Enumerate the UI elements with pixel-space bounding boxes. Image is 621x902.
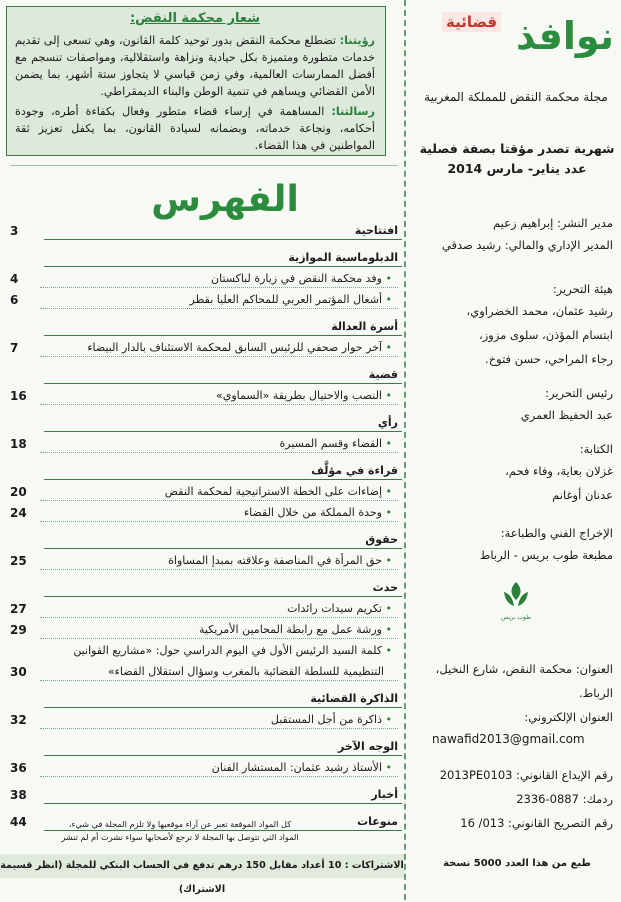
toc-item-title: • تكريم سيدات رائدات <box>287 600 392 618</box>
toc-item-row <box>10 435 398 453</box>
toc-page-number: 29 <box>10 623 27 637</box>
writing-line-2: عدنان أوغانم <box>552 488 613 502</box>
toc-item-row <box>10 711 398 729</box>
email-label: العنوان الإلكتروني: <box>524 710 613 724</box>
publisher-line <box>413 214 613 232</box>
toc-section-title: قضية <box>368 368 398 381</box>
toc-section-row <box>10 690 398 708</box>
toc-rule <box>40 776 398 777</box>
logo-main-text: نوافذ <box>516 14 614 58</box>
toc-item-row <box>10 663 398 681</box>
column-divider <box>404 0 406 900</box>
address-line-1 <box>413 660 613 678</box>
logo-sub-text: قضائية <box>442 12 501 32</box>
toc-page-number: 20 <box>10 485 27 499</box>
board-line-1: رشيد عثمان، محمد الخضراوي، <box>466 304 613 318</box>
address-line-2: الرباط. <box>578 686 613 700</box>
toc-rule <box>40 404 398 405</box>
motto-title: شعار محكمة النقض: <box>129 11 261 26</box>
vision-paragraph <box>15 32 375 100</box>
toc-item-row <box>10 759 398 777</box>
toc-page-number: 3 <box>10 224 19 238</box>
toc-rule <box>40 728 398 729</box>
toc-item-row <box>10 504 398 522</box>
toc-rule <box>40 452 398 453</box>
toc-item-title: • كلمة السيد الرئيس الأول في اليوم الدراسي حول: «مشاريع القوانين <box>73 642 392 660</box>
toc-item-title: • وفد محكمة النقض في زيارة لباكستان <box>211 270 392 288</box>
toc-page-number: 16 <box>10 389 27 403</box>
toc-section-title: رأي <box>377 416 398 429</box>
toc-rule <box>44 803 402 804</box>
toc-page-number: 27 <box>10 602 27 616</box>
publisher-logo <box>500 580 532 620</box>
toc-page-number: 25 <box>10 554 27 568</box>
toc-section-title: الوجه الآخر <box>338 740 398 753</box>
magazine-logo <box>418 10 614 66</box>
toc-section-title: أخبار <box>371 788 398 801</box>
toc-page-number: 38 <box>10 788 27 802</box>
editor-name: عبد الحفيظ العمري <box>520 408 613 422</box>
toc-page-number: 6 <box>10 293 19 307</box>
toc-rule <box>40 521 398 522</box>
issue-date: عدد يناير- مارس 2014 <box>447 161 587 176</box>
issn: ردمك: 0887-2336 <box>516 792 613 806</box>
toc-rule <box>44 548 402 549</box>
toc-item-row <box>10 291 398 309</box>
toc-item-title: • القضاء وقسم المسيرة <box>280 435 392 453</box>
motto-box <box>6 6 386 156</box>
mission-label: رسالتنا: <box>331 105 375 118</box>
publisher-logo-icon <box>500 580 532 610</box>
toc-item-title: • آخر حوار صحفي للرئيس السابق لمحكمة الاستئناف بالدار البيضاء <box>87 339 392 357</box>
toc-item-row <box>10 387 398 405</box>
toc-section-title: قراءة في مؤلَّف <box>311 464 398 477</box>
board-line-2: ابتسام المؤذن، سلوى مزوز، <box>479 328 613 342</box>
toc-rule <box>44 335 402 336</box>
admin-name: رشيد صدقي <box>441 238 502 252</box>
toc-section-row <box>10 786 398 804</box>
toc-section-title: الذاكرة القضائية <box>310 692 398 705</box>
mission-text: المساهمة في إرساء قضاء متطور وفعال بكفاءة أطره، وجودة أحكامه، ونجاعة خدماته، وبضمانه لسيادة القانون، بما يكفل تعزيز ثقة المواطنين في هذا القضاء. <box>15 105 375 152</box>
disclaimer-line-1: كل المواد الموقعة تعبر عن آراء موقعيها ولا تلزم المجلة في شيء، <box>68 819 292 829</box>
subscription-banner: الاشتراكات : 10 أعداد مقابل 150 درهم تدفع في الحساب البنكي للمجلة (انظر قسيمة الاشتراك) <box>0 854 404 878</box>
toc-item-row <box>10 270 398 288</box>
toc-section-row <box>10 579 398 597</box>
toc-rule <box>40 287 398 288</box>
toc-item-row <box>10 483 398 501</box>
toc-page-number: 4 <box>10 272 19 286</box>
toc-section-title: حقوق <box>365 533 398 546</box>
toc-rule <box>44 431 402 432</box>
email-address[interactable]: nawafid2013@gmail.com <box>432 732 585 746</box>
toc-item-row <box>10 642 398 660</box>
production-label: الإخراج الفني والطباعة: <box>500 526 613 540</box>
toc-rule <box>44 239 402 240</box>
address-text-1: محكمة النقض، شارع النخيل، <box>435 662 573 676</box>
toc-section-row <box>10 222 398 240</box>
admin-line <box>413 236 613 254</box>
writing-label: الكتابة: <box>579 442 613 456</box>
legal-declaration: رقم التصريح القانوني: 013/ 16 <box>460 816 613 830</box>
disclaimer-line-2: المواد التي تتوصل بها المجلة لا ترجع لأصحابها سواء نشرت أم لم تنشر <box>61 832 299 842</box>
toc-section-row <box>10 531 398 549</box>
writing-line-1: غزلان بعاية، وفاء فحم، <box>505 464 613 478</box>
toc-section-title: الدبلوماسية الموازية <box>288 251 398 264</box>
toc-section-title: حدث <box>372 581 398 594</box>
toc-rule <box>44 383 402 384</box>
vision-text: تضطلع محكمة النقض بدور توحيد كلمة القانون، وهي تسعى إلى تقديم خدمات متطورة ومتميزة بكل حيادية ونزاهة واستقلالية، ومواصفات تنسجم مع أفضل الممارسات العالمية، وفي زمن قياسي لا يتجاوز ستة أشهر، بما يضمن الأمن القضائي ويساهم في تنمية الوطن والبناء الديمقراطي. <box>15 34 375 98</box>
toc-page-number: 18 <box>10 437 27 451</box>
toc-rule <box>40 500 398 501</box>
toc-item-title: • حق المرأة في المناصفة وعلاقته بمبدإ المساواة <box>168 552 392 570</box>
toc-item-row <box>10 339 398 357</box>
toc-page-number: 24 <box>10 506 27 520</box>
toc-section-row <box>10 366 398 384</box>
toc-rule <box>40 680 398 681</box>
toc-rule <box>44 266 402 267</box>
toc-item-title: التنظيمية للسلطة القضائية بالمغرب وسؤال استقلال القضاء» <box>107 665 384 678</box>
toc-rule <box>40 356 398 357</box>
publisher-label: مدير النشر: <box>556 216 613 230</box>
admin-label: المدير الإداري والمالي: <box>504 238 613 252</box>
toc-section-title: منوعات <box>357 815 398 828</box>
toc-rule <box>44 707 402 708</box>
toc-page-number: 36 <box>10 761 27 775</box>
toc-item-row <box>10 621 398 639</box>
magazine-subtitle: مجلة محكمة النقض للمملكة المغربية <box>424 90 608 104</box>
toc-item-title: • وحدة المملكة من خلال القضاء <box>244 504 392 522</box>
toc-section-title: أسرة العدالة <box>331 320 398 333</box>
toc-item-title: • الأستاذ رشيد عثمان: المستشار الفنان <box>212 759 392 777</box>
publisher-name: إبراهيم زعيم <box>492 216 554 230</box>
toc-item-title: • ورشة عمل مع رابطة المحامين الأمريكية <box>199 621 392 639</box>
board-label: هيئة التحرير: <box>552 282 613 296</box>
toc-rule <box>40 308 398 309</box>
toc-page-number: 32 <box>10 713 27 727</box>
disclaimer <box>24 818 336 844</box>
legal-deposit: رقم الإيداع القانوني: 2013PE0103 <box>439 768 613 782</box>
board-line-3: رجاء المراحي، حسن فتوخ. <box>485 352 613 366</box>
toc-section-row <box>10 462 398 480</box>
toc-rule <box>44 755 402 756</box>
frequency-note: شهرية تصدر مؤقتا بصفة فصلية <box>419 141 615 156</box>
address-label: العنوان: <box>575 662 613 676</box>
toc-page-number: 7 <box>10 341 19 355</box>
toc-page-number: 44 <box>10 815 27 829</box>
print-run: طبع من هذا العدد 5000 نسخة <box>443 858 591 869</box>
mission-paragraph <box>15 103 375 154</box>
toc-page-number: 30 <box>10 665 27 679</box>
toc-item-title: • إضاءات على الخطة الاستراتيجية لمحكمة النقض <box>165 483 392 501</box>
production-name: مطبعة طوب بريس - الرباط <box>479 548 613 562</box>
toc-section-title: افتتاحية <box>354 224 398 237</box>
vision-label: رؤيتنا: <box>339 34 375 47</box>
publisher-logo-text: طوب بريس <box>501 614 531 621</box>
toc-item-title: • النصب والاحتيال بطريقة «السماوي» <box>216 387 392 405</box>
toc-section-row <box>10 414 398 432</box>
toc-section-row <box>10 318 398 336</box>
toc-section-row <box>10 249 398 267</box>
toc-item-title: • أشغال المؤتمر العربي للمحاكم العليا بقطر <box>190 291 392 309</box>
toc-title: الفهرس <box>151 179 299 220</box>
toc-rule <box>44 479 402 480</box>
toc-item-title: • ذاكرة من أجل المستقبل <box>271 711 392 729</box>
toc-rule <box>40 569 398 570</box>
toc-item-row <box>10 600 398 618</box>
toc-rule <box>44 596 402 597</box>
editor-label: رئيس التحرير: <box>545 386 613 400</box>
toc-rule <box>40 638 398 639</box>
toc-rule <box>40 617 398 618</box>
toc-item-row <box>10 552 398 570</box>
toc-section-row <box>10 738 398 756</box>
